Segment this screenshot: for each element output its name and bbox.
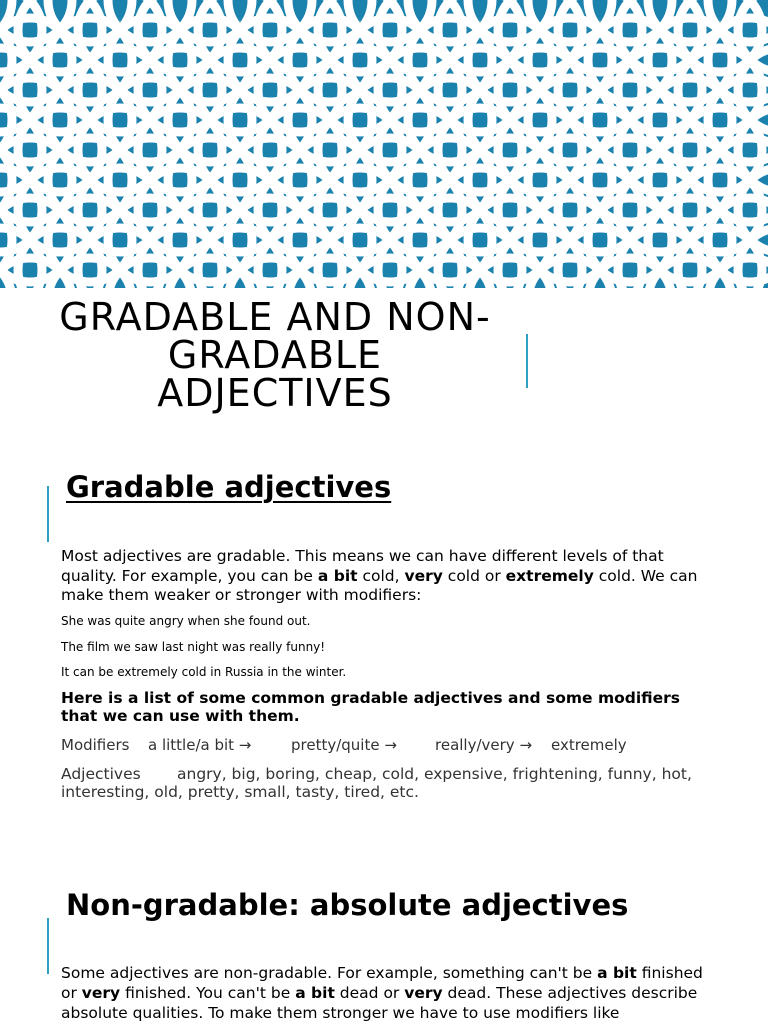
gradable-heading: Gradable adjectives: [66, 470, 392, 504]
section-accent-bar: [47, 918, 49, 974]
nongradable-intro: Some adjectives are non-gradable. For example, something can't be a bit finished or very finished. You can't be a bit dead or very dead. These adjectives describe absolute qualities. To make them stronger we have to use modifiers like: [61, 964, 703, 1022]
modifiers-label: Modifiers: [61, 736, 130, 754]
title-line-2: GRADABLE: [167, 333, 383, 377]
nongradable-heading: Non-gradable: absolute adjectives: [66, 888, 629, 922]
patterned-banner: [0, 0, 768, 288]
section-accent-bar: [47, 486, 49, 542]
list-heading: Here is a list of some common gradable adjectives and some modifiers that we can use with them.: [61, 689, 681, 725]
modifier-item: extremely: [551, 736, 627, 754]
modifier-item: really/very →: [435, 736, 533, 754]
modifier-item: pretty/quite →: [291, 736, 397, 754]
example-sentence-2: The film we saw last night was really funny!: [61, 640, 326, 654]
gradable-intro: Most adjectives are gradable. This means we can have different levels of that quality. For example, you can be a bit cold, very cold or extremely cold. We can make them weaker or stronger with modifiers:: [61, 547, 698, 604]
adjectives-label: Adjectives: [61, 765, 141, 783]
example-sentence-3: It can be extremely cold in Russia in the winter.: [61, 665, 347, 679]
adjectives-values: angry, big, boring, cheap, cold, expensive, frightening, funny, hot, interesting, old, pretty, small, tasty, tired, etc.: [61, 765, 692, 801]
slide-title: [40, 295, 510, 415]
title-line-3: ADJECTIVES: [157, 371, 393, 415]
example-sentence-1: She was quite angry when she found out.: [61, 614, 311, 628]
title-line-1: GRADABLE AND NON-: [59, 295, 491, 339]
adjectives-list: [61, 765, 721, 801]
modifier-item: a little/a bit →: [148, 736, 252, 754]
title-accent-bar: [526, 334, 528, 388]
